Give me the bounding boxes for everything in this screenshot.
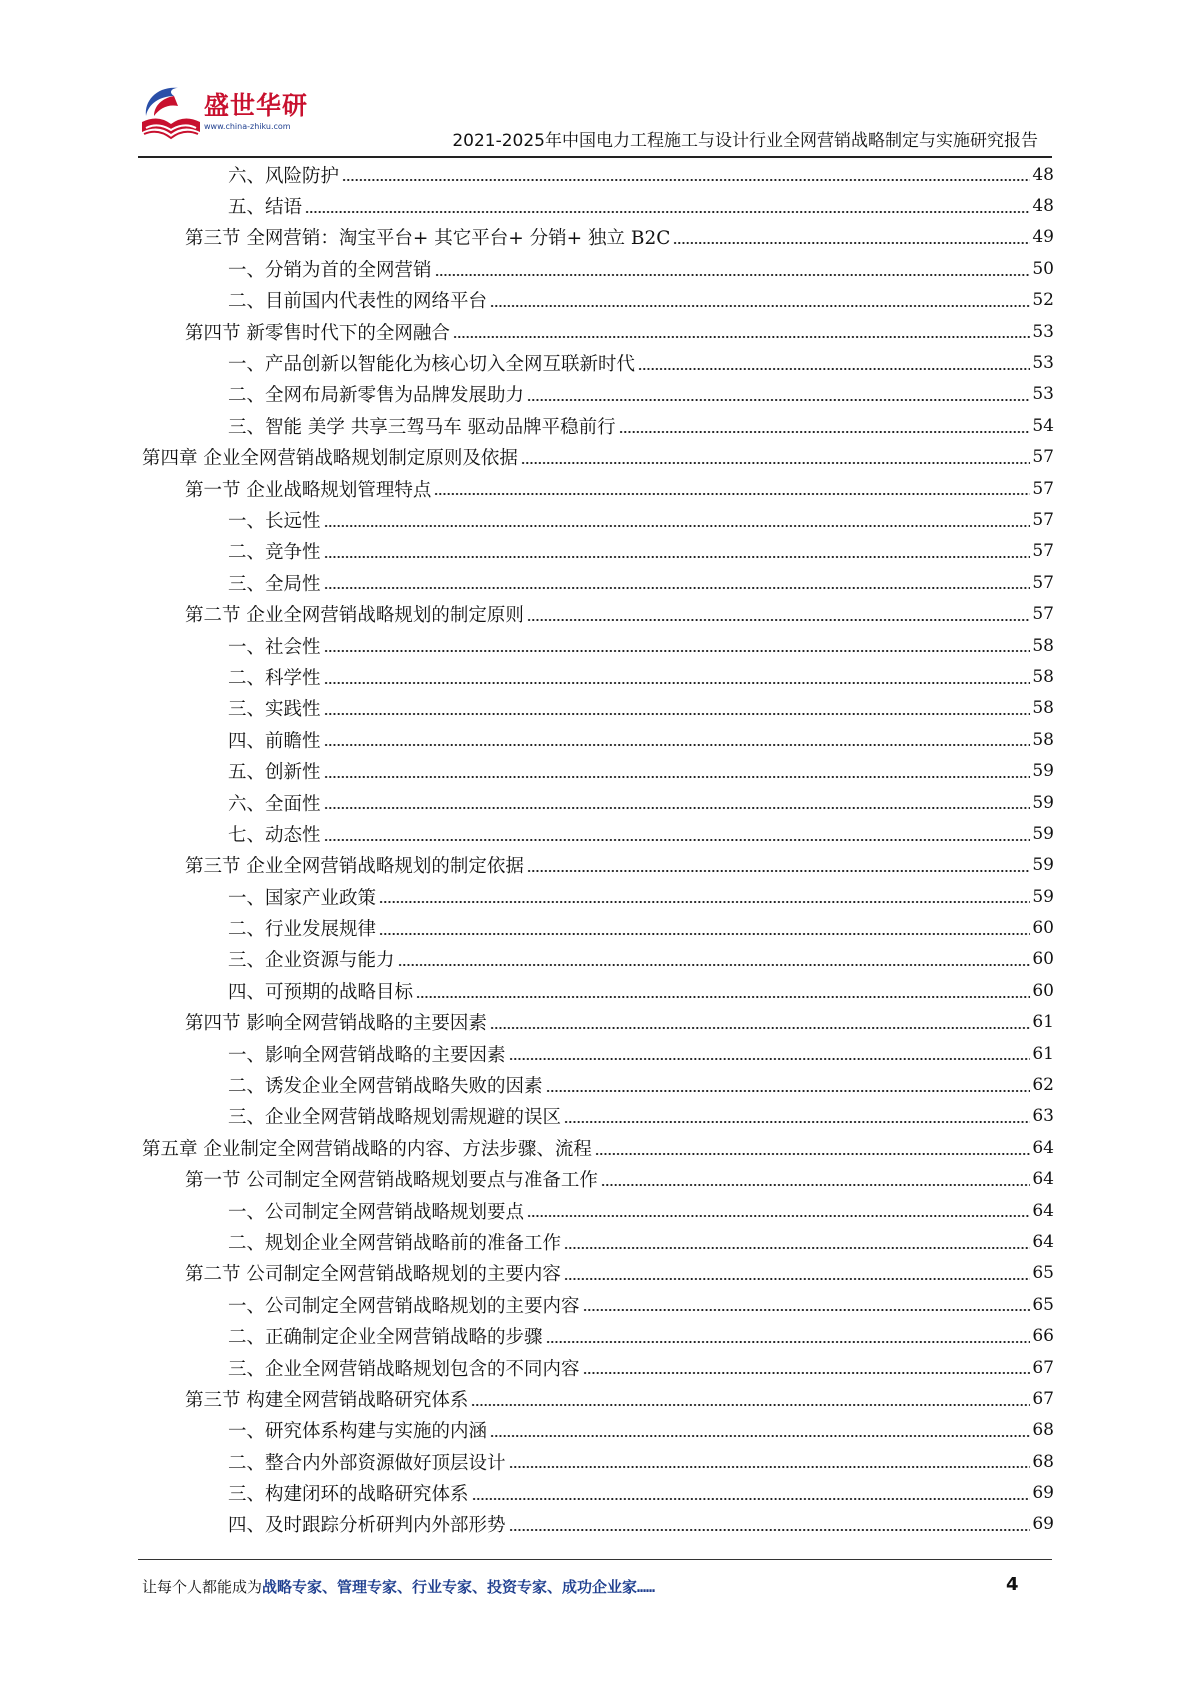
logo-company-name: 盛世华研 — [204, 91, 309, 120]
toc-entry-page: 63 — [1032, 1106, 1054, 1127]
toc-entry[interactable] — [142, 567, 1054, 598]
header-divider — [138, 156, 1052, 158]
toc-entry[interactable] — [142, 253, 1054, 284]
toc-entry-page: 67 — [1032, 1388, 1054, 1409]
toc-entry-page: 49 — [1032, 227, 1054, 248]
toc-entry-page: 57 — [1032, 541, 1054, 562]
toc-entry-page: 59 — [1032, 823, 1054, 844]
toc-dot-leader — [453, 336, 1030, 338]
toc-dot-leader — [527, 870, 1030, 872]
toc-entry-title: 第一节 公司制定全网营销战略规划要点与准备工作 — [185, 1170, 598, 1192]
toc-entry[interactable] — [142, 347, 1054, 378]
footer-slogan-highlight: 战略专家、管理专家、行业专家、投资专家、成功企业家…… — [262, 1578, 656, 1596]
toc-entry-title: 第五章 企业制定全网营销战略的内容、方法步骤、流程 — [142, 1138, 592, 1160]
toc-entry-page: 64 — [1032, 1137, 1054, 1158]
toc-entry-page: 58 — [1032, 698, 1054, 719]
toc-entry-title: 第二节 公司制定全网营销战略规划的主要内容 — [185, 1264, 561, 1286]
toc-entry-title: 五、创新性 — [228, 762, 321, 784]
toc-entry-page: 60 — [1032, 980, 1054, 1001]
toc-entry[interactable] — [142, 1509, 1054, 1540]
toc-dot-leader — [324, 776, 1031, 778]
toc-entry-title: 第三节 企业全网营销战略规划的制定依据 — [185, 856, 524, 878]
toc-entry[interactable] — [142, 1007, 1054, 1038]
footer-slogan-prefix: 让每个人都能成为 — [142, 1578, 263, 1596]
toc-entry[interactable] — [142, 975, 1054, 1006]
toc-entry[interactable] — [142, 1320, 1054, 1351]
toc-entry-title: 第二节 企业全网营销战略规划的制定原则 — [185, 605, 524, 627]
toc-dot-leader — [324, 682, 1031, 684]
toc-entry-page: 57 — [1032, 478, 1054, 499]
toc-entry[interactable] — [142, 159, 1054, 190]
toc-dot-leader — [472, 1498, 1031, 1500]
toc-entry[interactable] — [142, 190, 1054, 221]
toc-entry-title: 二、正确制定企业全网营销战略的步骤 — [228, 1327, 543, 1349]
toc-entry[interactable] — [142, 1226, 1054, 1257]
toc-entry-title: 三、企业全网营销战略规划需规避的误区 — [228, 1107, 562, 1129]
toc-entry[interactable] — [142, 379, 1054, 410]
toc-entry-title: 三、企业全网营销战略规划包含的不同内容 — [228, 1358, 580, 1380]
toc-entry-page: 48 — [1032, 196, 1054, 217]
toc-dot-leader — [527, 619, 1030, 621]
toc-entry[interactable] — [142, 818, 1054, 849]
toc-entry[interactable] — [142, 724, 1054, 755]
toc-entry-title: 四、及时跟踪分析研判内外部形势 — [228, 1515, 506, 1537]
toc-dot-leader — [324, 525, 1031, 527]
toc-entry[interactable] — [142, 1477, 1054, 1508]
toc-entry-title: 一、分销为首的全网营销 — [228, 259, 432, 281]
toc-entry-title: 二、行业发展规律 — [228, 919, 377, 941]
toc-entry-page: 57 — [1032, 572, 1054, 593]
toc-entry[interactable] — [142, 881, 1054, 912]
toc-entry[interactable] — [142, 630, 1054, 661]
toc-entry-title: 二、科学性 — [228, 667, 321, 689]
toc-dot-leader — [490, 1435, 1030, 1437]
toc-entry-page: 64 — [1032, 1169, 1054, 1190]
toc-entry-title: 一、产品创新以智能化为核心切入全网互联新时代 — [228, 354, 636, 376]
toc-dot-leader — [324, 650, 1031, 652]
toc-entry[interactable] — [142, 410, 1054, 441]
toc-dot-leader — [324, 807, 1031, 809]
toc-dot-leader — [434, 493, 1030, 495]
toc-entry[interactable] — [142, 473, 1054, 504]
toc-entry[interactable] — [142, 1101, 1054, 1132]
toc-dot-leader — [509, 1058, 1031, 1060]
toc-entry-page: 68 — [1032, 1451, 1054, 1472]
toc-entry-page: 57 — [1032, 509, 1054, 530]
toc-dot-leader — [490, 305, 1030, 307]
toc-entry-page: 57 — [1032, 447, 1054, 468]
toc-dot-leader — [490, 1027, 1030, 1029]
toc-entry-title: 二、竞争性 — [228, 542, 321, 564]
footer-divider — [138, 1559, 1052, 1560]
toc-dot-leader — [416, 996, 1030, 998]
toc-dot-leader — [546, 1341, 1031, 1343]
toc-entry-page: 59 — [1032, 886, 1054, 907]
toc-entry-page: 53 — [1032, 384, 1054, 405]
toc-dot-leader — [509, 1529, 1031, 1531]
toc-entry-title: 一、社会性 — [228, 636, 321, 658]
toc-entry[interactable] — [142, 222, 1054, 253]
toc-entry-page: 64 — [1032, 1231, 1054, 1252]
toc-entry-title: 三、企业资源与能力 — [228, 950, 395, 972]
toc-dot-leader — [583, 1309, 1031, 1311]
logo-website-url: www.china-zhiku.com — [204, 122, 291, 131]
toc-entry-page: 61 — [1032, 1043, 1054, 1064]
toc-entry-title: 六、风险防护 — [228, 165, 340, 187]
toc-entry-title: 一、长远性 — [228, 510, 321, 532]
toc-dot-leader — [601, 1184, 1030, 1186]
toc-dot-leader — [509, 1466, 1031, 1468]
toc-entry-title: 一、研究体系构建与实施的内涵 — [228, 1421, 488, 1443]
toc-entry-page: 62 — [1032, 1075, 1054, 1096]
toc-entry-page: 48 — [1032, 164, 1054, 185]
toc-entry[interactable] — [142, 442, 1054, 473]
toc-dot-leader — [673, 242, 1030, 244]
toc-entry[interactable] — [142, 1446, 1054, 1477]
toc-entry-page: 58 — [1032, 635, 1054, 656]
toc-dot-leader — [398, 964, 1031, 966]
toc-entry-page: 59 — [1032, 792, 1054, 813]
toc-dot-leader — [564, 1278, 1030, 1280]
toc-entry-page: 53 — [1032, 321, 1054, 342]
toc-dot-leader — [521, 462, 1030, 464]
page-number: 4 — [1006, 1574, 1019, 1595]
toc-entry[interactable] — [142, 285, 1054, 316]
toc-dot-leader — [324, 587, 1031, 589]
report-title: 2021-2025年中国电力工程施工与设计行业全网营销战略制定与实施研究报告 — [452, 131, 1038, 151]
toc-entry-title: 四、前瞻性 — [228, 730, 321, 752]
toc-entry-title: 二、诱发企业全网营销战略失败的因素 — [228, 1076, 543, 1098]
toc-entry[interactable] — [142, 316, 1054, 347]
toc-entry-title: 二、全网布局新零售为品牌发展助力 — [228, 385, 525, 407]
toc-entry-title: 三、构建闭环的战略研究体系 — [228, 1484, 469, 1506]
toc-entry[interactable] — [142, 912, 1054, 943]
toc-entry-title: 第四节 影响全网营销战略的主要因素 — [185, 1013, 487, 1035]
toc-entry-title: 一、公司制定全网营销战略规划的主要内容 — [228, 1295, 580, 1317]
toc-entry-page: 65 — [1032, 1263, 1054, 1284]
toc-entry-title: 第一节 企业战略规划管理特点 — [185, 479, 432, 501]
toc-entry-title: 三、实践性 — [228, 699, 321, 721]
toc-entry[interactable] — [142, 850, 1054, 881]
toc-dot-leader — [435, 274, 1031, 276]
toc-dot-leader — [546, 1090, 1031, 1092]
toc-entry[interactable] — [142, 661, 1054, 692]
swoosh-book-logo-icon — [138, 82, 204, 144]
toc-dot-leader — [324, 556, 1031, 558]
toc-entry[interactable] — [142, 1132, 1054, 1163]
toc-entry-title: 三、全局性 — [228, 573, 321, 595]
toc-entry-page: 58 — [1032, 666, 1054, 687]
toc-entry[interactable] — [142, 1352, 1054, 1383]
toc-entry-page: 54 — [1032, 415, 1054, 436]
toc-dot-leader — [342, 179, 1030, 181]
toc-dot-leader — [471, 1404, 1030, 1406]
toc-dot-leader — [379, 901, 1030, 903]
toc-entry[interactable] — [142, 1038, 1054, 1069]
toc-entry-title: 三、智能 美学 共享三驾马车 驱动品牌平稳前行 — [228, 416, 616, 438]
toc-entry[interactable] — [142, 1289, 1054, 1320]
toc-entry-page: 53 — [1032, 353, 1054, 374]
toc-entry-title: 四、可预期的战略目标 — [228, 981, 414, 1003]
toc-entry[interactable] — [142, 1415, 1054, 1446]
toc-entry-title: 一、国家产业政策 — [228, 887, 377, 909]
toc-entry[interactable] — [142, 693, 1054, 724]
toc-entry-title: 二、规划企业全网营销战略前的准备工作 — [228, 1232, 562, 1254]
toc-entry[interactable] — [142, 1164, 1054, 1195]
toc-dot-leader — [619, 431, 1031, 433]
toc-dot-leader — [324, 839, 1031, 841]
toc-dot-leader — [638, 368, 1030, 370]
toc-entry-page: 59 — [1032, 855, 1054, 876]
toc-entry-title: 第三节 全网营销：淘宝平台+ 其它平台+ 分销+ 独立 B2C — [185, 228, 671, 250]
toc-dot-leader — [527, 399, 1030, 401]
toc-entry[interactable] — [142, 755, 1054, 786]
toc-entry-page: 58 — [1032, 729, 1054, 750]
toc-entry[interactable] — [142, 598, 1054, 629]
toc-entry-page: 67 — [1032, 1357, 1054, 1378]
toc-dot-leader — [595, 1153, 1030, 1155]
table-of-contents — [142, 159, 1054, 1540]
toc-entry[interactable] — [142, 536, 1054, 567]
toc-entry-title: 二、目前国内代表性的网络平台 — [228, 291, 488, 313]
toc-dot-leader — [379, 933, 1030, 935]
toc-entry-title: 第三节 构建全网营销战略研究体系 — [185, 1389, 469, 1411]
toc-entry-title: 五、结语 — [228, 197, 303, 219]
toc-dot-leader — [305, 211, 1030, 213]
toc-entry[interactable] — [142, 1258, 1054, 1289]
toc-entry-title: 六、全面性 — [228, 793, 321, 815]
toc-dot-leader — [324, 744, 1031, 746]
toc-entry-page: 60 — [1032, 949, 1054, 970]
toc-dot-leader — [564, 1247, 1030, 1249]
toc-dot-leader — [527, 1215, 1030, 1217]
toc-entry-page: 61 — [1032, 1012, 1054, 1033]
toc-entry-page: 69 — [1032, 1514, 1054, 1535]
toc-dot-leader — [583, 1372, 1031, 1374]
toc-dot-leader — [564, 1121, 1030, 1123]
toc-entry-page: 52 — [1032, 290, 1054, 311]
toc-entry[interactable] — [142, 944, 1054, 975]
toc-entry[interactable] — [142, 1383, 1054, 1414]
toc-entry-title: 一、公司制定全网营销战略规划要点 — [228, 1201, 525, 1223]
toc-entry-page: 64 — [1032, 1200, 1054, 1221]
toc-entry[interactable] — [142, 1069, 1054, 1100]
toc-entry-page: 68 — [1032, 1420, 1054, 1441]
toc-entry[interactable] — [142, 1195, 1054, 1226]
toc-entry[interactable] — [142, 787, 1054, 818]
toc-entry-title: 第四章 企业全网营销战略规划制定原则及依据 — [142, 448, 518, 470]
toc-entry-page: 59 — [1032, 761, 1054, 782]
toc-dot-leader — [324, 713, 1031, 715]
toc-entry[interactable] — [142, 504, 1054, 535]
toc-entry-page: 57 — [1032, 604, 1054, 625]
toc-entry-page: 65 — [1032, 1294, 1054, 1315]
company-logo — [138, 82, 318, 152]
toc-entry-page: 60 — [1032, 918, 1054, 939]
toc-entry-title: 一、影响全网营销战略的主要因素 — [228, 1044, 506, 1066]
toc-entry-page: 50 — [1032, 258, 1054, 279]
toc-entry-page: 66 — [1032, 1326, 1054, 1347]
toc-entry-title: 七、动态性 — [228, 824, 321, 846]
toc-entry-title: 二、整合内外部资源做好顶层设计 — [228, 1452, 506, 1474]
toc-entry-title: 第四节 新零售时代下的全网融合 — [185, 322, 450, 344]
footer-slogan — [142, 1576, 655, 1597]
toc-entry-page: 69 — [1032, 1483, 1054, 1504]
